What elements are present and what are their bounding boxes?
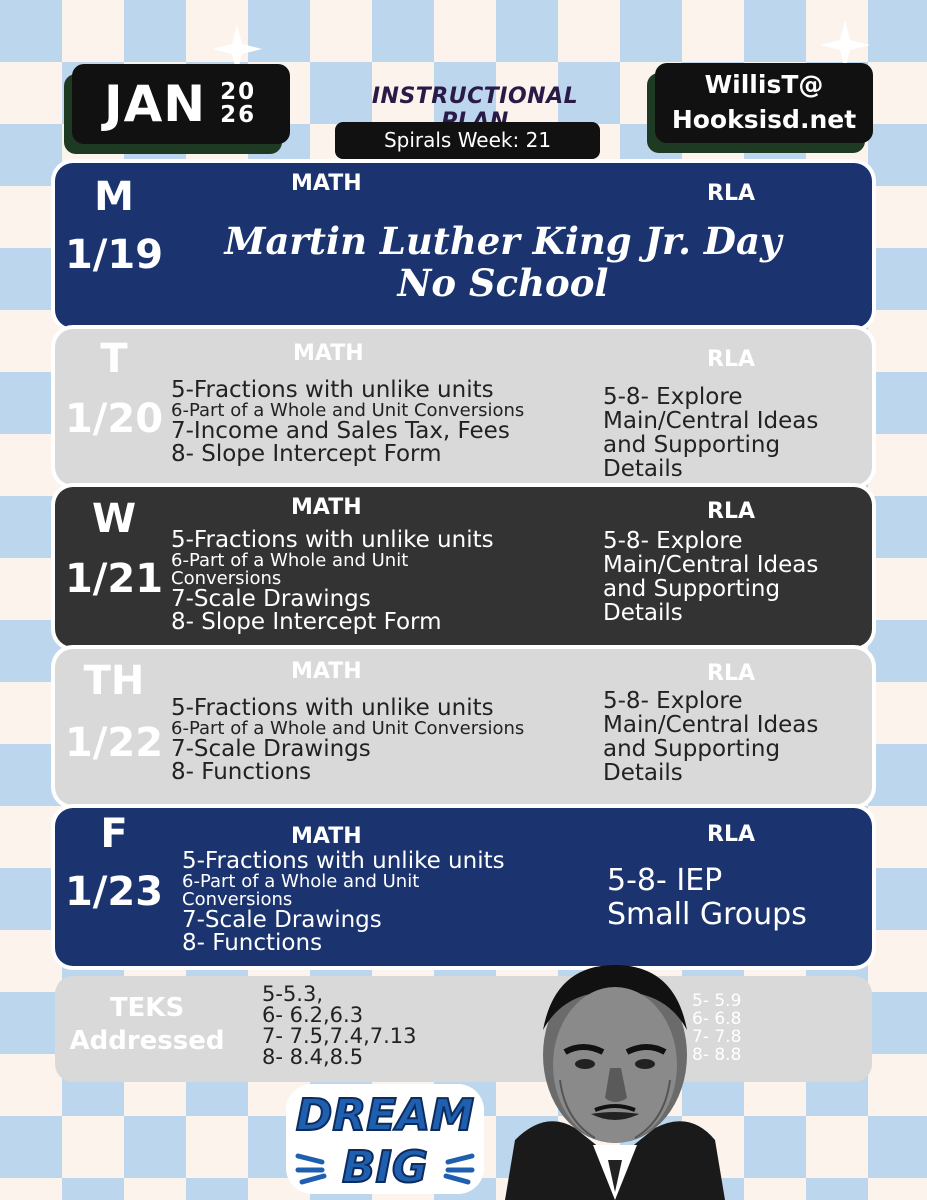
- math-header: MATH: [291, 495, 362, 520]
- portrait-illustration: [505, 960, 725, 1200]
- rla-header: RLA: [707, 822, 755, 847]
- email-badge: WillisT@ Hooksisd.net: [655, 63, 873, 143]
- page-title: INSTRUCTIONAL: [371, 84, 579, 109]
- month-label: JAN: [104, 75, 207, 133]
- holiday-line2: No School: [397, 261, 609, 305]
- math-header: MATH: [291, 171, 362, 196]
- math-topics: 5-Fractions with unlike units 6-Part of a Whole and Unit Conversions 7-Scale Drawings 8- Slope Intercept Form: [171, 527, 494, 635]
- day-letter: F: [100, 811, 128, 857]
- day-row-thursday: [55, 649, 872, 805]
- math-topics: 5-Fractions with unlike units 6-Part of a Whole and Unit Conversions 7-Scale Drawings 8- Functions: [171, 695, 525, 785]
- math-header: MATH: [291, 659, 362, 684]
- day-date: 1/21: [64, 556, 164, 602]
- math-topics: 5-Fractions with unlike units 6-Part of a Whole and Unit Conversions 7-Income and Sales Tax, Fees 8- Slope Intercept Form: [171, 377, 525, 467]
- day-letter: W: [91, 496, 137, 542]
- rla-header: RLA: [707, 661, 755, 686]
- rla-header: RLA: [707, 181, 755, 206]
- day-date: 1/22: [64, 720, 164, 766]
- rla-topics: 5-8- IEP Small Groups: [607, 863, 807, 932]
- day-letter: TH: [83, 658, 145, 704]
- rla-header: RLA: [707, 347, 755, 372]
- year-label: 20 26: [220, 79, 257, 128]
- month-badge: [72, 64, 290, 144]
- sticker-line2: BIG: [341, 1142, 429, 1193]
- teks-math-list: 5-5.3, 6- 6.2,6.3 7- 7.5,7.4,7.13 8- 8.4,8.5: [262, 982, 417, 1069]
- rla-topics: 5-8- Explore Main/Central Ideas and Supporting Details: [603, 384, 819, 482]
- day-letter: M: [94, 174, 134, 220]
- spirals-week-badge: Spirals Week: 21: [335, 122, 600, 159]
- math-header: MATH: [291, 824, 362, 849]
- day-row-monday: [55, 163, 872, 328]
- day-row-wednesday: [55, 487, 872, 647]
- day-date: 1/19: [64, 232, 164, 278]
- day-letter: T: [100, 336, 128, 382]
- teks-rla-list: 5- 5.9 6- 6.8 7- 7.8 8- 8.8: [692, 991, 742, 1065]
- rla-topics: 5-8- Explore Main/Central Ideas and Supporting Details: [603, 688, 819, 786]
- teks-label: TEKS Addressed: [69, 993, 225, 1056]
- day-row-friday: [55, 808, 872, 966]
- sticker-line1: DREAM: [295, 1090, 475, 1141]
- rla-topics: 5-8- Explore Main/Central Ideas and Supporting Details: [603, 528, 819, 626]
- day-row-tuesday: [55, 329, 872, 485]
- holiday-line1: Martin Luther King Jr. Day: [224, 219, 782, 263]
- dream-big-sticker: [280, 1078, 490, 1198]
- day-date: 1/20: [64, 396, 164, 442]
- day-date: 1/23: [64, 869, 164, 915]
- math-header: MATH: [293, 341, 364, 366]
- math-topics: 5-Fractions with unlike units 6-Part of a Whole and Unit Conversions 7-Scale Drawings 8- Functions: [182, 848, 505, 956]
- rla-header: RLA: [707, 499, 755, 524]
